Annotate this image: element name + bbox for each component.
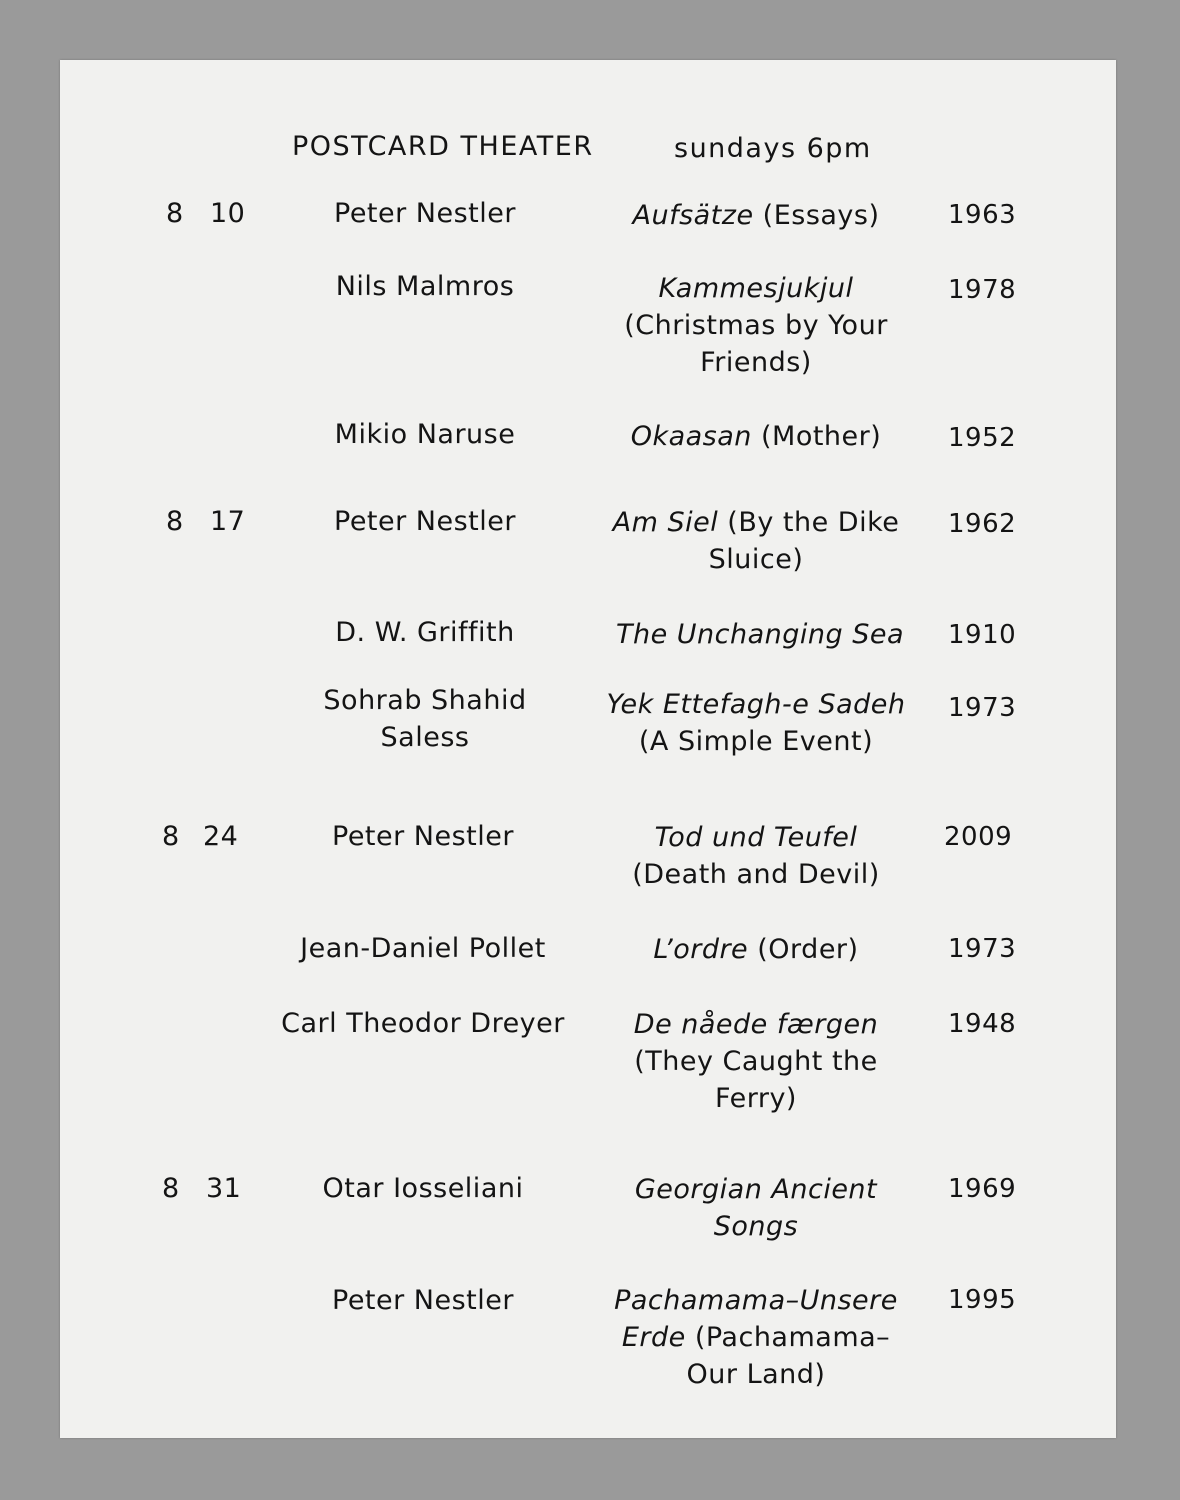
director: Peter Nestler <box>332 821 514 852</box>
date-month: 8 <box>162 821 180 852</box>
film-year: 1963 <box>948 200 1017 230</box>
title-original: Yek Ettefagh-e Sadeh <box>606 689 906 720</box>
film-year: 1973 <box>948 693 1017 723</box>
title-original: Kammesjukjul <box>658 273 854 304</box>
title-translation: (Death and Devil) <box>632 859 880 890</box>
director: Nils Malmros <box>335 271 515 302</box>
title-original: Aufsätze <box>632 200 754 231</box>
film-title <box>600 616 920 653</box>
director: Mikio Naruse <box>334 419 516 450</box>
film-title <box>596 197 916 234</box>
film-title <box>606 1282 906 1393</box>
theater-name: POSTCARD THEATER <box>292 131 594 162</box>
director: D. W. Griffith <box>335 617 515 648</box>
title-translation: (Essays) <box>762 200 880 231</box>
director: Carl Theodor Dreyer <box>281 1008 565 1039</box>
film-title <box>611 270 901 381</box>
film-year: 2009 <box>944 822 1013 852</box>
title-original: Okaasan <box>630 421 752 452</box>
flyer-sheet <box>60 60 1116 1438</box>
film-year: 1973 <box>948 934 1017 964</box>
film-title <box>611 819 901 893</box>
title-original: Am Siel <box>612 507 719 538</box>
title-translation: (Mother) <box>761 421 882 452</box>
schedule-text: sundays 6pm <box>674 133 872 164</box>
title-original: Tod und Teufel <box>654 822 858 853</box>
title-original: Georgian Ancient Songs <box>634 1174 878 1242</box>
film-year: 1952 <box>948 423 1017 453</box>
film-year: 1969 <box>948 1174 1017 1204</box>
film-year: 1962 <box>948 509 1017 539</box>
director: Peter Nestler <box>334 506 516 537</box>
film-title <box>596 418 916 455</box>
film-year: 1978 <box>948 275 1017 305</box>
title-original: Pachamama–Unsere Erde <box>614 1285 898 1353</box>
title-original: The Unchanging Sea <box>615 619 905 650</box>
film-title <box>606 504 906 578</box>
title-original: L’ordre <box>653 934 749 965</box>
title-translation: (Order) <box>757 934 859 965</box>
film-year: 1948 <box>948 1009 1017 1039</box>
film-year: 1910 <box>948 620 1017 650</box>
date-month: 8 <box>166 506 184 537</box>
film-title <box>606 1171 906 1245</box>
director: Peter Nestler <box>334 198 516 229</box>
title-translation: (By the Dike Sluice) <box>708 507 900 575</box>
date-day: 24 <box>203 821 239 852</box>
director: Otar Iosseliani <box>322 1173 524 1204</box>
date-month: 8 <box>162 1173 180 1204</box>
director: Jean-Daniel Pollet <box>300 933 546 964</box>
film-title <box>601 686 911 760</box>
title-original: De nåede færgen <box>633 1009 879 1040</box>
title-translation: (A Simple Event) <box>638 726 874 757</box>
date-day: 10 <box>210 198 246 229</box>
director: Sohrab Shahid Saless <box>323 685 527 753</box>
film-title <box>621 1006 891 1117</box>
film-year: 1995 <box>948 1285 1017 1315</box>
director: Peter Nestler <box>332 1285 514 1316</box>
date-month: 8 <box>166 198 184 229</box>
title-translation: (They Caught the Ferry) <box>634 1046 878 1114</box>
date-day: 17 <box>210 506 246 537</box>
title-translation: (Christmas by Your Friends) <box>624 310 888 378</box>
date-day: 31 <box>206 1173 242 1204</box>
film-title <box>596 931 916 968</box>
title-translation: (Pachamama–Our Land) <box>686 1322 891 1390</box>
